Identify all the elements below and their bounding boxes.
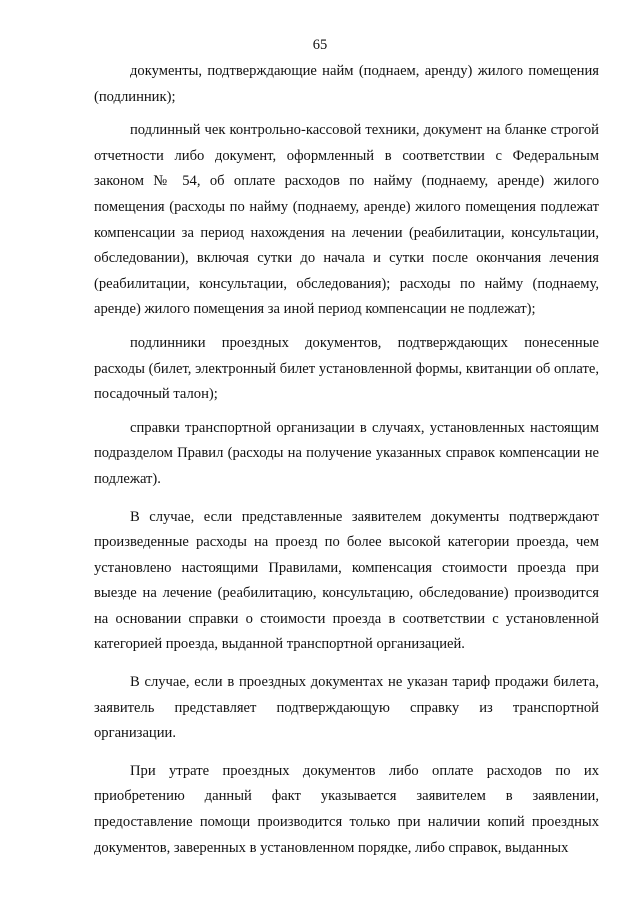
paragraph-lost-documents: При утрате проездных документов либо оплате расходов по их приобретению данный факт указывается заявителем в заявлении, предоставление помощи производится только при наличии копий проездных документов, заверенных в установленном порядке, либо справок, выданных	[94, 762, 599, 856]
document-body	[94, 59, 599, 861]
paragraph-higher-category: В случае, если представленные заявителем документы подтверждают произведенные расходы на проезд по более высокой категории проезда, чем установлено настоящими Правилами, компенсация стоимости проезда при выезде на лечение (реабилитацию, консультацию, обследование) производится на основании справки о стоимости проезда в соответствии с установленной категорией проезда, выданной транспортной организацией.	[94, 508, 599, 653]
paragraph-receipt-requirements: подлинный чек контрольно-кассовой техники, документ на бланке строгой отчетности либо документ, оформленный в соответствии с Федеральным законом № 54, об оплате расходов по найму (поднаему, аренде) жилого помещения (расходы по найму (поднаему, аренде) жилого помещения подлежат компенсации за период нахождения на лечении (реабилитации, консультации, обследовании), включая сутки до начала и сутки после окончания лечения (реабилитации, консультации, обследования); расходы по найму (поднаему, аренде) жилого помещения за иной период компенсации не подлежат);	[94, 122, 599, 318]
paragraph-transport-certificates: справки транспортной организации в случаях, установленных настоящим подразделом Правил (расходы на получение указанных справок компенсации не подлежат).	[94, 419, 599, 487]
paragraph-lease-documents: документы, подтверждающие найм (поднаем, аренду) жилого помещения (подлинник);	[94, 63, 599, 105]
paragraph-travel-documents: подлинники проездных документов, подтверждающих понесенные расходы (билет, электронный билет установленной формы, квитанции об оплате, посадочный талон);	[94, 334, 599, 403]
page-number: 65	[312, 37, 328, 53]
paragraph-missing-tariff: В случае, если в проездных документах не указан тариф продажи билета, заявитель представляет подтверждающую справку из транспортной организации.	[94, 674, 599, 742]
